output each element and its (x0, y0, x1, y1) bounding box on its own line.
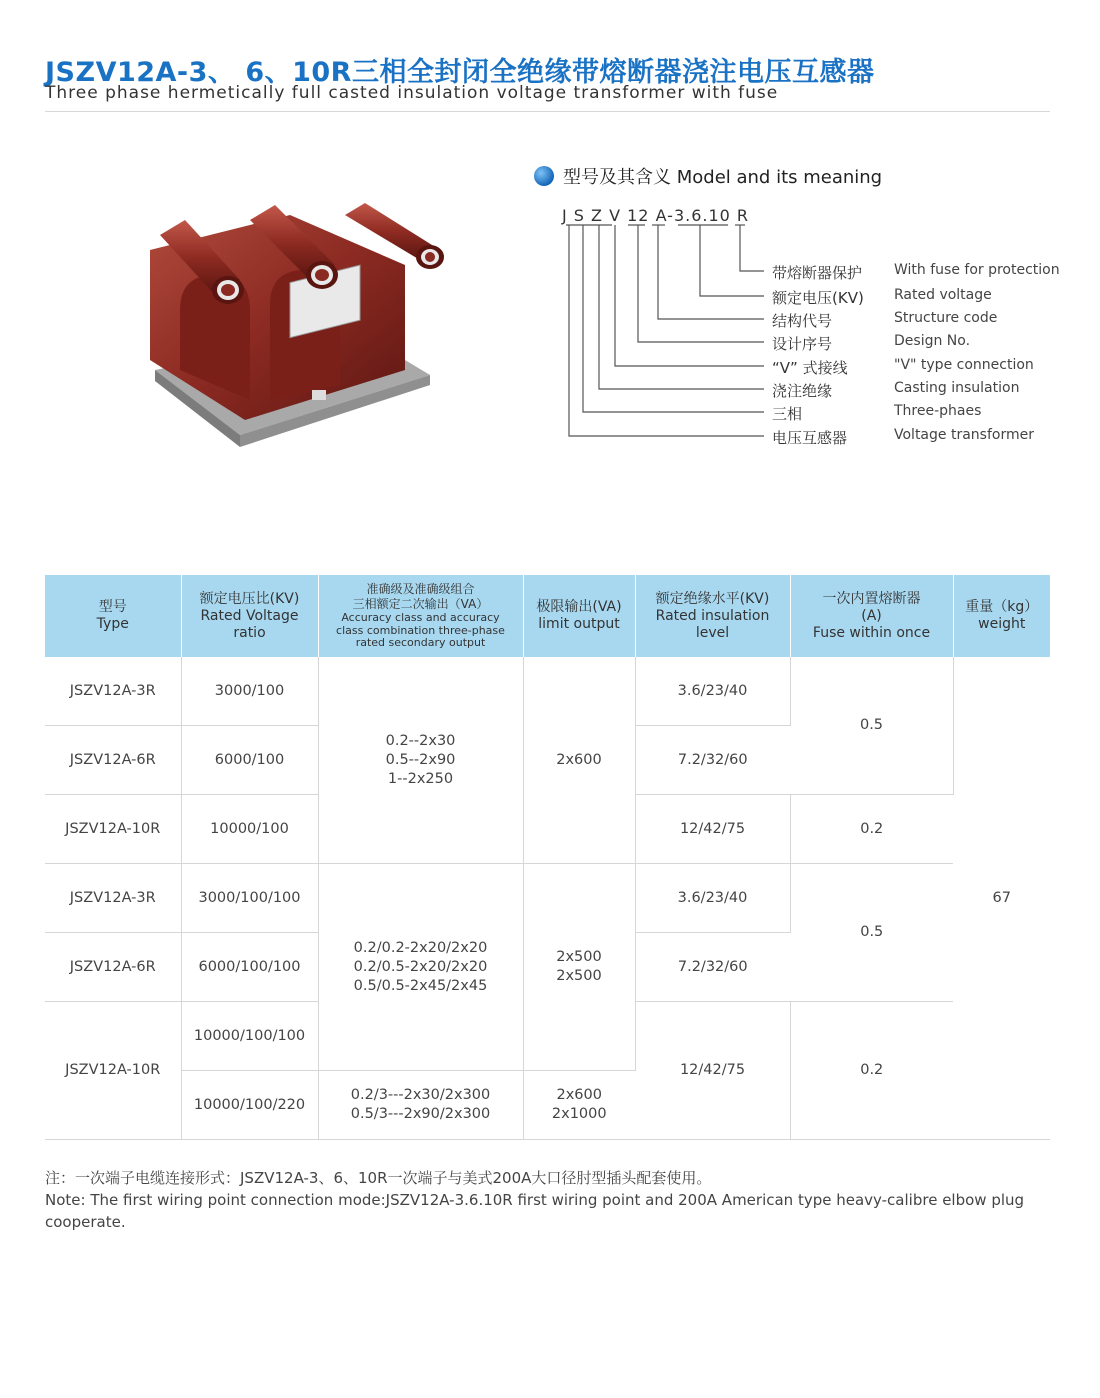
col-header-accuracy: 准确级及准确级组合 三相额定二次输出（VA） Accuracy class and accuracy class combination three-phase rated secondary output (318, 575, 523, 657)
cell-ratio: 3000/100 (181, 657, 318, 726)
cell-fuse: 0.5 (790, 864, 953, 1002)
table-header-row (45, 575, 1050, 657)
cell-ratio: 10000/100 (181, 795, 318, 864)
cell-accuracy-group-a: 0.2--2x30 0.5--2x90 1--2x250 (318, 657, 523, 864)
cell-insulation: 12/42/75 (635, 795, 790, 864)
col-header-weight: 重量（kg） weight (953, 575, 1050, 657)
model-row-fuse: 带熔断器保护 With fuse for protection (772, 262, 1060, 282)
model-row-casting: 浇注绝缘 Casting insulation (772, 380, 1020, 400)
model-row-three-phase: 三相 Three-phaes (772, 403, 982, 423)
model-row-voltage-transformer: 电压互感器 Voltage transformer (772, 427, 1034, 447)
model-row-structure-code: 结构代号 Structure code (772, 310, 998, 330)
model-row-design-no: 设计序号 Design No. (772, 333, 971, 353)
col-header-insulation: 额定绝缘水平(KV) Rated insulation level (635, 575, 790, 657)
footnote-en: Note: The first wiring point connection mode:JSZV12A-3.6.10R first wiring point and 200A American type heavy-calibre elbow plug cooperate. (45, 1191, 1025, 1231)
footnote-cn: 注：一次端子电缆连接形式：JSZV12A-3、6、10R一次端子与美式200A大口径肘型插头配套使用。 (45, 1169, 712, 1187)
model-row-rated-voltage: 额定电压(KV) Rated voltage (772, 287, 992, 307)
cell-insulation: 12/42/75 (635, 1002, 790, 1140)
spec-table (45, 575, 1050, 1140)
cell-ratio: 10000/100/220 (181, 1071, 318, 1140)
cell-fuse: 0.2 (790, 1002, 953, 1140)
cell-limit-group-a: 2x600 (523, 657, 635, 864)
cell-ratio: 10000/100/100 (181, 1002, 318, 1071)
cell-type: JSZV12A-3R (45, 864, 181, 933)
model-meaning-title: 型号及其含义 Model and its meaning (563, 167, 883, 188)
cell-insulation: 3.6/23/40 (635, 864, 790, 933)
cell-insulation: 7.2/32/60 (635, 726, 790, 795)
model-row-v-connection: “V” 式接线 "V" type connection (772, 357, 1034, 377)
cell-type: JSZV12A-3R (45, 657, 181, 726)
page-subtitle: Three phase hermetically full casted insulation voltage transformer with fuse (45, 83, 779, 103)
cell-ratio: 6000/100/100 (181, 933, 318, 1002)
cell-type: JSZV12A-10R (45, 1002, 181, 1140)
cell-fuse: 0.5 (790, 657, 953, 795)
cell-accuracy-group-b: 0.2/0.2-2x20/2x20 0.2/0.5-2x20/2x20 0.5/0.5-2x45/2x45 (318, 864, 523, 1071)
page-title: JSZV12A-3、 6、10R三相全封闭全绝缘带熔断器浇注电压互感器 (45, 57, 875, 88)
cell-type: JSZV12A-10R (45, 795, 181, 864)
cell-ratio: 3000/100/100 (181, 864, 318, 933)
cell-insulation: 7.2/32/60 (635, 933, 790, 1002)
cell-insulation: 3.6/23/40 (635, 657, 790, 726)
table-row (45, 864, 1050, 933)
cell-type: JSZV12A-6R (45, 726, 181, 795)
footnote (45, 1167, 1055, 1233)
cell-weight: 67 (953, 657, 1050, 1140)
cell-limit-group-b: 2x500 2x500 (523, 864, 635, 1071)
col-header-ratio: 额定电压比(KV) Rated Voltage ratio (181, 575, 318, 657)
col-header-type: 型号 Type (45, 575, 181, 657)
cell-limit-group-c: 2x600 2x1000 (523, 1071, 635, 1140)
table-row (45, 657, 1050, 726)
cell-fuse: 0.2 (790, 795, 953, 864)
cell-ratio: 6000/100 (181, 726, 318, 795)
col-header-limit: 极限输出(VA) limit output (523, 575, 635, 657)
model-code: J S Z V 12 A-3.6.10 R (562, 206, 750, 225)
cell-type: JSZV12A-6R (45, 933, 181, 1002)
col-header-fuse: 一次内置熔断器 (A) Fuse within once (790, 575, 953, 657)
cell-accuracy-group-c: 0.2/3---2x30/2x300 0.5/3---2x90/2x300 (318, 1071, 523, 1140)
